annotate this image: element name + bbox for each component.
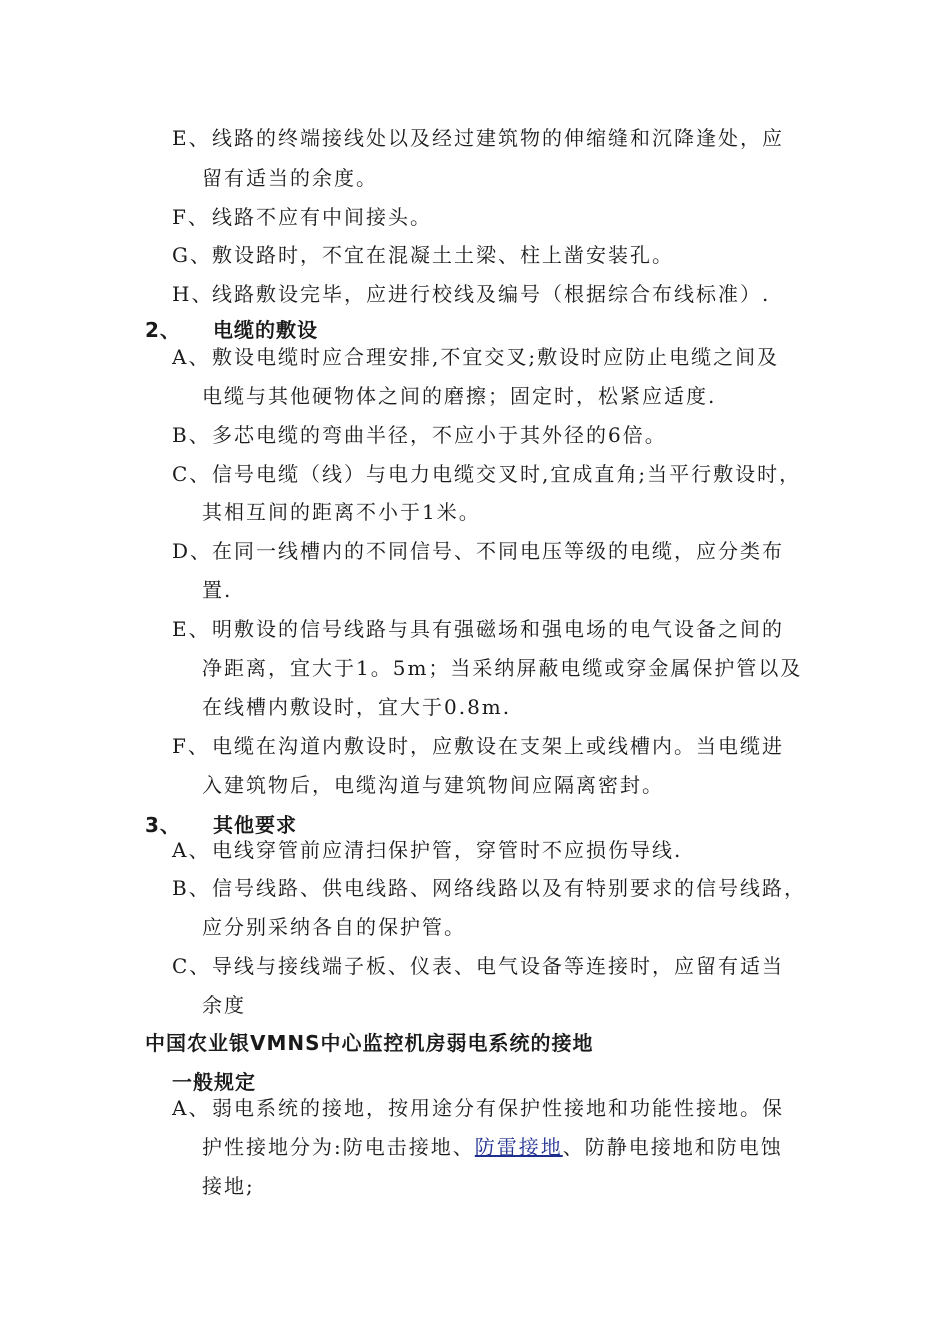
list-item — [172, 462, 801, 486]
list-item — [172, 539, 784, 563]
list-item — [172, 345, 779, 369]
item-text: 多芯电缆的弯曲半径，不应小于其外径的6倍。 — [212, 423, 667, 447]
text-before-link: 护性接地分为:防电击接地、 — [202, 1135, 475, 1159]
item-text-continuation: 余度 — [202, 993, 246, 1017]
item-text-continuation: 净距离，宜大于1。5m；当采纳屏蔽电缆或穿金属保护管以及 — [202, 656, 803, 680]
item-text-continuation: 置. — [202, 578, 233, 602]
chapter-title: 中国农业银VMNS中心监控机房弱电系统的接地 — [145, 1031, 594, 1055]
item-text-continuation: 入建筑物后，电缆沟道与建筑物间应隔离密封。 — [202, 773, 664, 797]
list-item — [172, 734, 784, 758]
section-heading — [145, 813, 297, 837]
lightning-grounding-link[interactable]: 防雷接地 — [474, 1135, 563, 1159]
section-title: 其他要求 — [213, 813, 297, 837]
item-text-continuation: 电缆与其他硬物体之间的磨擦；固定时，松紧应适度. — [202, 384, 717, 408]
list-item — [172, 1096, 784, 1120]
list-item — [172, 954, 784, 978]
section-title: 电缆的敷设 — [213, 318, 318, 342]
item-text: 敷设电缆时应合理安排,不宜交叉;敷设时应防止电缆之间及 — [212, 345, 780, 369]
item-text-continuation: 在线槽内敷设时，宜大于0.8m. — [202, 695, 512, 719]
list-item — [172, 838, 682, 862]
item-marker: G、 — [172, 243, 212, 267]
item-text: 信号电缆（线）与电力电缆交叉时,宜成直角;当平行敷设时， — [212, 462, 802, 486]
item-text: 导线与接线端子板、仪表、电气设备等连接时，应留有适当 — [212, 954, 784, 978]
item-text: 电缆在沟道内敷设时，应敷设在支架上或线槽内。当电缆进 — [212, 734, 784, 758]
item-text: 敷设路时，不宜在混凝土土梁、柱上凿安装孔。 — [212, 243, 674, 267]
item-text-continuation: 留有适当的余度。 — [202, 166, 378, 190]
item-marker: H、 — [172, 282, 214, 306]
subsection-title: 一般规定 — [172, 1070, 256, 1094]
item-marker: B、 — [172, 423, 211, 447]
item-text-continuation: 接地; — [202, 1174, 255, 1198]
item-text-continuation: 其相互间的距离不小于1米。 — [202, 500, 481, 524]
item-marker: A、 — [172, 1096, 211, 1120]
text-after-link: 、防静电接地和防电蚀 — [562, 1135, 783, 1159]
list-item — [172, 423, 667, 447]
list-item — [172, 243, 674, 267]
section-number: 3、 — [145, 813, 181, 837]
item-marker: A、 — [172, 345, 211, 369]
item-text: 线路敷设完毕，应进行校线及编号（根据综合布线标准）. — [212, 282, 771, 306]
item-marker: A、 — [172, 838, 211, 862]
section-heading — [145, 318, 318, 342]
item-text: 信号线路、供电线路、网络线路以及有特别要求的信号线路， — [212, 876, 806, 900]
item-text: 弱电系统的接地，按用途分有保护性接地和功能性接地。保 — [212, 1096, 784, 1120]
list-item — [172, 282, 770, 306]
item-marker: B、 — [172, 876, 211, 900]
item-marker: D、 — [172, 539, 213, 563]
item-text: 线路不应有中间接头。 — [212, 205, 432, 229]
list-item — [172, 617, 784, 641]
item-text: 电线穿管前应清扫保护管，穿管时不应损伤导线. — [212, 838, 683, 862]
item-marker: E、 — [172, 126, 211, 150]
item-text: 在同一线槽内的不同信号、不同电压等级的电缆，应分类布 — [212, 539, 784, 563]
item-marker: E、 — [172, 617, 211, 641]
item-marker: F、 — [172, 734, 210, 758]
item-marker: C、 — [172, 462, 212, 486]
section-number: 2、 — [145, 318, 181, 342]
item-text: 明敷设的信号线路与具有强磁场和强电场的电气设备之间的 — [212, 617, 784, 641]
list-item — [172, 205, 432, 229]
item-marker: C、 — [172, 954, 212, 978]
list-item — [172, 876, 806, 900]
item-marker: F、 — [172, 205, 210, 229]
item-text-continuation — [202, 1135, 783, 1159]
item-text-continuation: 应分别采纳各自的保护管。 — [202, 915, 466, 939]
list-item — [172, 126, 784, 150]
item-text: 线路的终端接线处以及经过建筑物的伸缩缝和沉降逢处，应 — [212, 126, 784, 150]
